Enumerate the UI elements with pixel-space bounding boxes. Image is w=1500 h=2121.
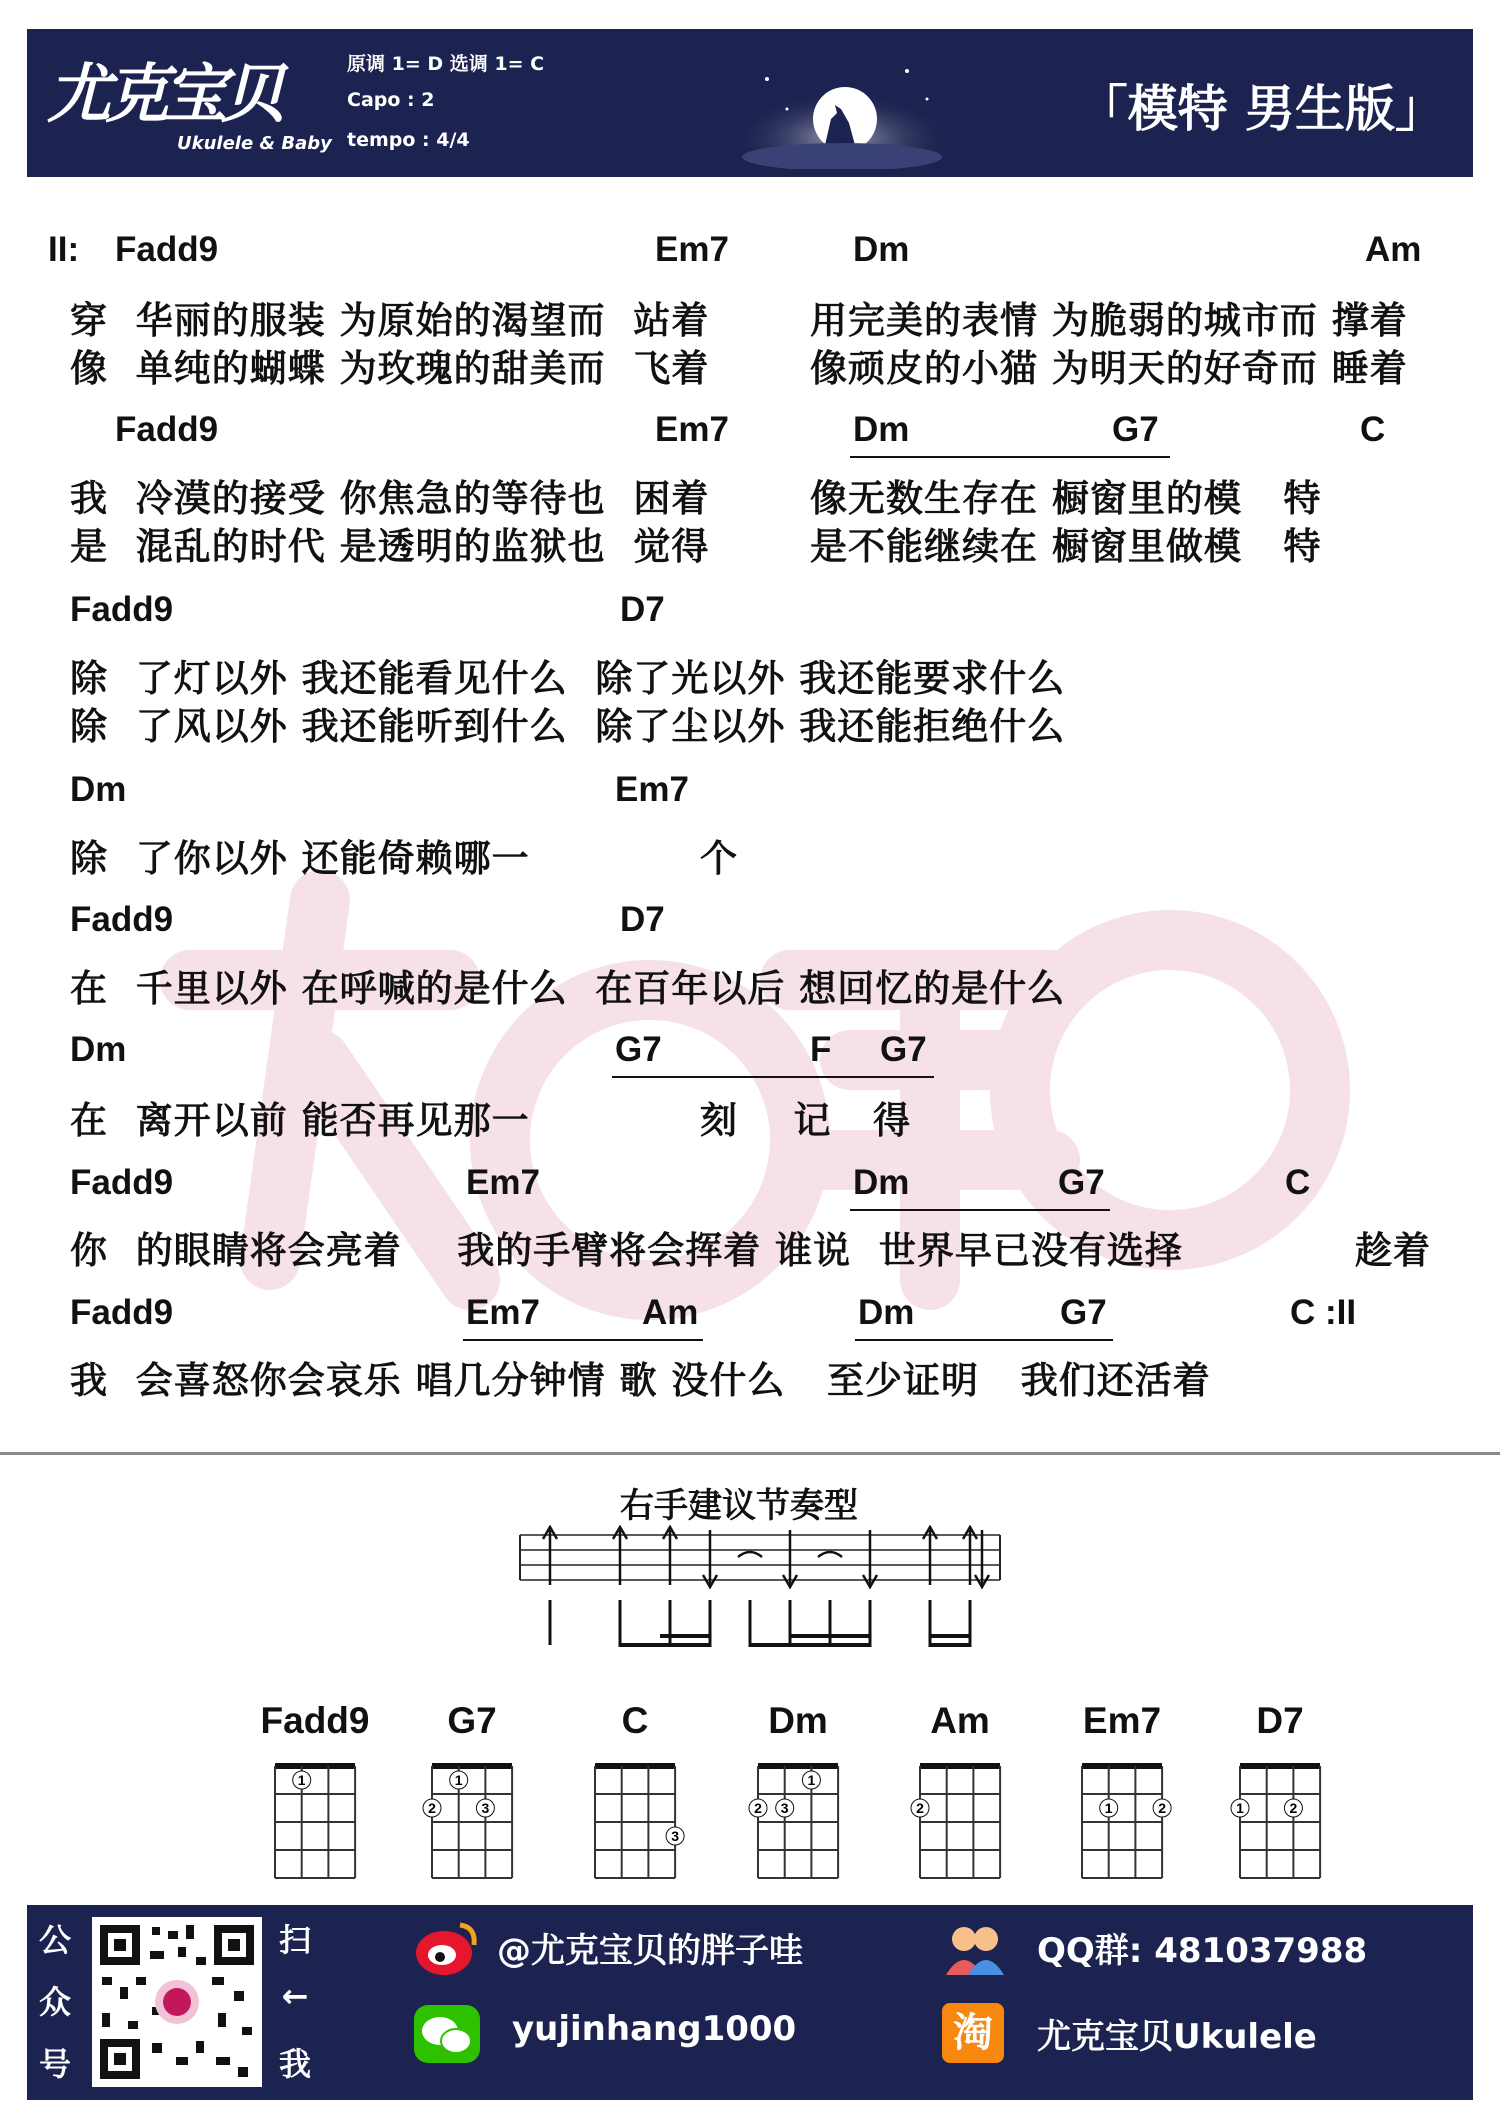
chord-label: Fadd9 — [70, 1163, 174, 1202]
chord-label: G7 — [615, 1030, 662, 1069]
chord-label: Dm — [70, 770, 127, 809]
svg-text:2: 2 — [754, 1800, 762, 1816]
svg-text:2: 2 — [428, 1800, 436, 1816]
fretboard-grid — [265, 1762, 365, 1882]
header-banner — [27, 29, 1473, 177]
lyric-line: 我 会喜怒你会哀乐 唱几分钟情 歌 没什么 至少证明 我们还活着 — [70, 1359, 1211, 1402]
rest-mark — [818, 1552, 842, 1557]
lyric-line: 除 了风以外 我还能听到什么 除了尘以外 我还能拒绝什么 — [70, 705, 1066, 748]
chord-label: C — [1285, 1163, 1311, 1202]
fretboard-grid — [910, 1762, 1010, 1882]
weibo-account[interactable]: @尤克宝贝的胖子哇 — [497, 1931, 803, 1971]
fretboard-grid — [1230, 1762, 1330, 1882]
chord-label: D7 — [620, 900, 665, 939]
footer-label: 号 — [38, 2045, 71, 2083]
chord-diagram-name: Am — [930, 1700, 990, 1741]
fretboard-grid — [748, 1762, 848, 1882]
qq-group[interactable]: QQ群: 481037988 — [1037, 1931, 1368, 1971]
chord-label: C :II — [1290, 1293, 1357, 1332]
chord-label: Em7 — [655, 410, 729, 449]
chord-label: Fadd9 — [70, 1293, 174, 1332]
lyric-line: 在 离开以前 能否再见那一 — [70, 1099, 530, 1142]
svg-text:1: 1 — [1236, 1800, 1244, 1816]
chord-label: Fadd9 — [115, 230, 219, 269]
lyric-line: 除 了灯以外 我还能看见什么 除了光以外 我还能要求什么 — [70, 657, 1066, 700]
qq-group-icon — [942, 1921, 1006, 1977]
strum-pattern — [510, 1525, 1010, 1655]
chord-diagram-name: D7 — [1256, 1700, 1304, 1741]
chord-diagram-dm — [718, 1700, 878, 1890]
svg-text:3: 3 — [671, 1828, 679, 1844]
chord-diagram-g7 — [392, 1700, 552, 1890]
lyric-line: 是 混乱的时代 是透明的监狱也 觉得 — [70, 525, 710, 568]
chord-label: Dm — [853, 1163, 910, 1202]
chord-diagram-name: Fadd9 — [260, 1700, 370, 1741]
chord-underline — [463, 1339, 703, 1341]
weibo-icon — [412, 1917, 482, 1979]
chord-label: Em7 — [655, 230, 729, 269]
chord-label: F — [810, 1030, 832, 1069]
svg-text:3: 3 — [780, 1800, 789, 1816]
footer-label: 公 — [38, 1921, 71, 1959]
logo-subtitle: Ukulele & Baby — [177, 133, 332, 154]
svg-text:1: 1 — [807, 1772, 816, 1788]
lyric-line: 像顽皮的小猫 为明天的好奇而 睡着 — [810, 347, 1408, 390]
rhythm-title: 右手建议节奏型 — [620, 1486, 858, 1526]
moon-wolf-icon — [727, 49, 957, 169]
footer-label: 扫 — [278, 1921, 311, 1959]
footer-label: 我 — [278, 2045, 311, 2083]
chord-diagram-c — [555, 1700, 715, 1890]
chord-label: Dm — [858, 1293, 915, 1332]
chord-underline — [612, 1076, 934, 1078]
qr-code[interactable] — [92, 1917, 262, 2087]
tempo-info: tempo : 4/4 — [347, 129, 470, 151]
chord-underline — [850, 456, 1170, 458]
song-title: 「模特 男生版」 — [1077, 80, 1445, 138]
svg-text:1: 1 — [297, 1772, 306, 1788]
chord-underline — [855, 1339, 1113, 1341]
chord-label: Am — [642, 1293, 699, 1332]
chord-label: Dm — [853, 410, 910, 449]
chord-label: Fadd9 — [70, 900, 174, 939]
fretboard-grid — [1072, 1762, 1172, 1882]
fretboard-grid — [585, 1762, 685, 1882]
wechat-account[interactable]: yujinhang1000 — [512, 2009, 797, 2049]
svg-text:2: 2 — [916, 1800, 924, 1816]
lyric-line: 像 单纯的蝴蝶 为玫瑰的甜美而 飞着 — [70, 347, 710, 390]
chord-label: Dm — [70, 1030, 127, 1069]
taobao-shop[interactable]: 尤克宝贝Ukulele — [1037, 2017, 1317, 2057]
lyric-line: 穿 华丽的服装 为原始的渴望而 站着 — [70, 299, 710, 342]
lyric-line: 用完美的表情 为脆弱的城市而 撑着 — [810, 299, 1408, 342]
chord-diagram-name: C — [621, 1700, 649, 1741]
wechat-icon — [412, 2003, 482, 2065]
chord-underline — [850, 1209, 1110, 1211]
chord-label: C — [1360, 410, 1386, 449]
chord-diagram-em7 — [1042, 1700, 1202, 1890]
chord-label: Em7 — [615, 770, 689, 809]
chord-label: Fadd9 — [70, 590, 174, 629]
fretboard-grid — [422, 1762, 522, 1882]
lyric-line: 在 千里以外 在呼喊的是什么 在百年以后 想回忆的是什么 — [70, 967, 1066, 1010]
lyric-line: 像无数生存在 橱窗里的模 特 — [810, 477, 1322, 520]
lyric-line: 个 — [700, 837, 738, 880]
chord-label: G7 — [1058, 1163, 1105, 1202]
chord-diagram-d7 — [1200, 1700, 1360, 1890]
lyric-line: 刻 记 得 — [700, 1099, 912, 1142]
chord-diagrams — [0, 1700, 1500, 1900]
svg-text:2: 2 — [1289, 1800, 1298, 1816]
footer-label: 众 — [38, 1983, 71, 2021]
chord-diagram-name: G7 — [447, 1700, 497, 1741]
chord-label: D7 — [620, 590, 665, 629]
chord-label: Fadd9 — [115, 410, 219, 449]
svg-text:1: 1 — [454, 1772, 463, 1788]
lyric-line: 除 了你以外 还能倚赖哪一 — [70, 837, 530, 880]
capo-info: Capo : 2 — [347, 89, 435, 111]
chord-diagram-name: Em7 — [1082, 1700, 1162, 1741]
section-divider — [0, 1452, 1500, 1455]
svg-text:2: 2 — [1158, 1800, 1166, 1816]
rest-mark — [738, 1552, 762, 1557]
chord-diagram-am — [880, 1700, 1040, 1890]
svg-text:3: 3 — [481, 1800, 490, 1816]
svg-text:1: 1 — [1104, 1800, 1113, 1816]
arrow-left-icon: ← — [281, 1977, 309, 2015]
repeat-start: II: — [48, 230, 80, 269]
key-info: 原调 1= D 选调 1= C — [347, 53, 545, 75]
chord-diagram-name: Dm — [768, 1700, 828, 1741]
lyric-line: 趁着 — [1355, 1229, 1431, 1272]
logo: 尤克宝贝 — [47, 57, 279, 132]
footer-banner — [27, 1905, 1473, 2100]
taobao-icon: 淘 — [942, 2003, 1004, 2063]
chord-label: G7 — [1060, 1293, 1107, 1332]
chord-label: Em7 — [466, 1163, 540, 1202]
lyric-line: 你 的眼睛将会亮着 我的手臂将会挥着 谁说 世界早已没有选择 — [70, 1229, 1183, 1272]
lyric-line: 是不能继续在 橱窗里做模 特 — [810, 525, 1322, 568]
chord-label: G7 — [1112, 410, 1159, 449]
chord-label: Am — [1365, 230, 1422, 269]
lyric-line: 我 冷漠的接受 你焦急的等待也 困着 — [70, 477, 710, 520]
chord-diagram-fadd9 — [235, 1700, 395, 1890]
chord-label: G7 — [880, 1030, 927, 1069]
chord-label: Em7 — [466, 1293, 540, 1332]
chord-label: Dm — [853, 230, 910, 269]
